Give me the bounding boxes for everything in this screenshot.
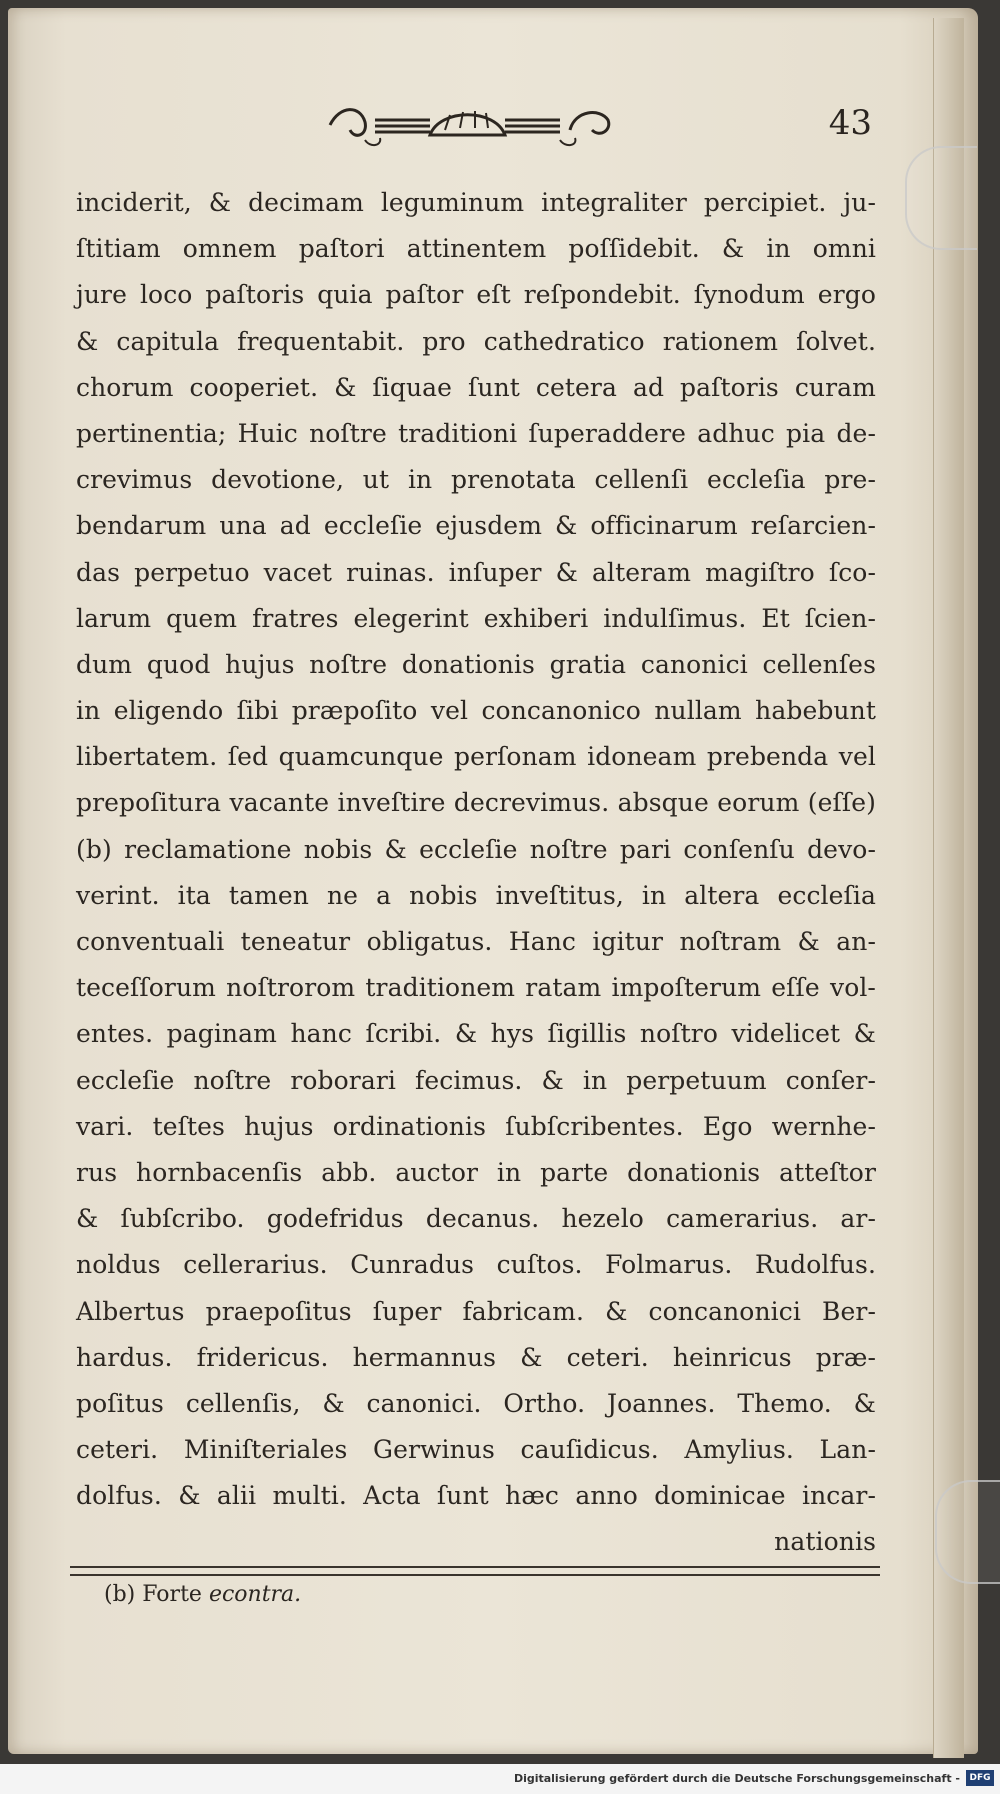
text-line: ſtitiam omnem paſtori attinentem poſſidebit. & in omni: [76, 234, 876, 264]
text-line: hardus. fridericus. hermannus & ceteri. heinricus præ-: [76, 1342, 876, 1372]
text-line: conventuali teneatur obligatus. Hanc igitur noſtram & an-: [76, 927, 876, 956]
dfg-logo-icon: DFG: [966, 1770, 994, 1786]
footnote-rule: [70, 1566, 880, 1576]
page-clip-bottom: [935, 1480, 1000, 1584]
text-line: & ſubſcribo. godefridus decanus. hezelo camerarius. ar-: [76, 1204, 876, 1234]
text-line: verint. ita tamen ne a nobis inveſtitus, in altera eccleſia: [76, 880, 876, 910]
text-line: jure loco paſtoris quia paſtor eſt reſpondebit. ſynodum ergo: [76, 280, 876, 310]
text-line: inciderit, & decimam leguminum integraliter percipiet. ju-: [76, 188, 876, 217]
text-line: libertatem. ſed quamcunque perſonam idoneam prebenda vel: [76, 742, 876, 772]
ornament-icon: [320, 100, 620, 150]
text-line: das perpetuo vacet ruinas. inſuper & alteram magiſtro ſco-: [76, 557, 876, 587]
text-line: vari. teſtes hujus ordinationis ſubſcribentes. Ego wernhe-: [76, 1111, 876, 1141]
catchword: nationis: [774, 1527, 876, 1557]
page-number: 43: [828, 103, 872, 143]
text-line: dolfus. & alii multi. Acta ſunt hæc anno dominicae incar-: [76, 1481, 876, 1511]
footnote-italic: econtra.: [208, 1582, 302, 1607]
text-line: crevimus devotione, ut in prenotata cellenſi eccleſia pre-: [76, 465, 876, 495]
text-line: & capitula frequentabit. pro cathedratico rationem ſolvet.: [76, 326, 876, 356]
text-line: teceſſorum noſtrorom traditionem ratam impoſterum eſſe vol-: [76, 973, 876, 1003]
text-line: Albertus praepoſitus ſuper fabricam. & concanonici Ber-: [76, 1296, 876, 1326]
text-line: in eligendo ſibi præpoſito vel concanonico nullam habebunt: [76, 696, 876, 726]
text-line: poſitus cellenſis, & canonici. Ortho. Joannes. Themo. &: [76, 1388, 876, 1418]
body-text: [76, 180, 876, 1566]
footnote-marker: (b): [104, 1582, 136, 1607]
text-line: entes. paginam hanc ſcribi. & hys ſigillis noſtro videlicet &: [76, 1019, 876, 1049]
footnote-text: Forte: [142, 1582, 202, 1607]
page-clip-top: [905, 146, 977, 250]
text-line: noldus cellerarius. Cunradus cuſtos. Folmarus. Rudolfus.: [76, 1250, 876, 1280]
text-line: (b) reclamatione nobis & eccleſie noſtre pari conſenſu devo-: [76, 834, 876, 864]
text-line: prepoſitura vacante inveſtire decrevimus. absque eorum (eſſe): [76, 788, 876, 818]
text-line: chorum cooperiet. & ſiquae ſunt cetera ad paſtoris curam: [76, 372, 876, 402]
text-line: rus hornbacenſis abb. auctor in parte donationis atteſtor: [76, 1157, 876, 1187]
text-line: bendarum una ad eccleſie ejusdem & officinarum reſarcien-: [76, 511, 876, 541]
text-line: ceteri. Miniſteriales Gerwinus cauſidicus. Amylius. Lan-: [76, 1435, 876, 1465]
credit-text: Digitalisierung gefördert durch die Deutsche Forschungsgemeinschaft -: [513, 1772, 960, 1785]
text-line: eccleſie noſtre roborari fecimus. & in perpetuum conſer-: [76, 1065, 876, 1095]
text-line: dum quod hujus noſtre donationis gratia canonici cellenſes: [76, 649, 876, 679]
text-line: larum quem fratres elegerint exhiberi indulſimus. Et ſcien-: [76, 603, 876, 633]
text-line: pertinentia; Huic noſtre traditioni ſuperaddere adhuc pia de-: [76, 418, 876, 448]
footnote: [104, 1582, 301, 1607]
